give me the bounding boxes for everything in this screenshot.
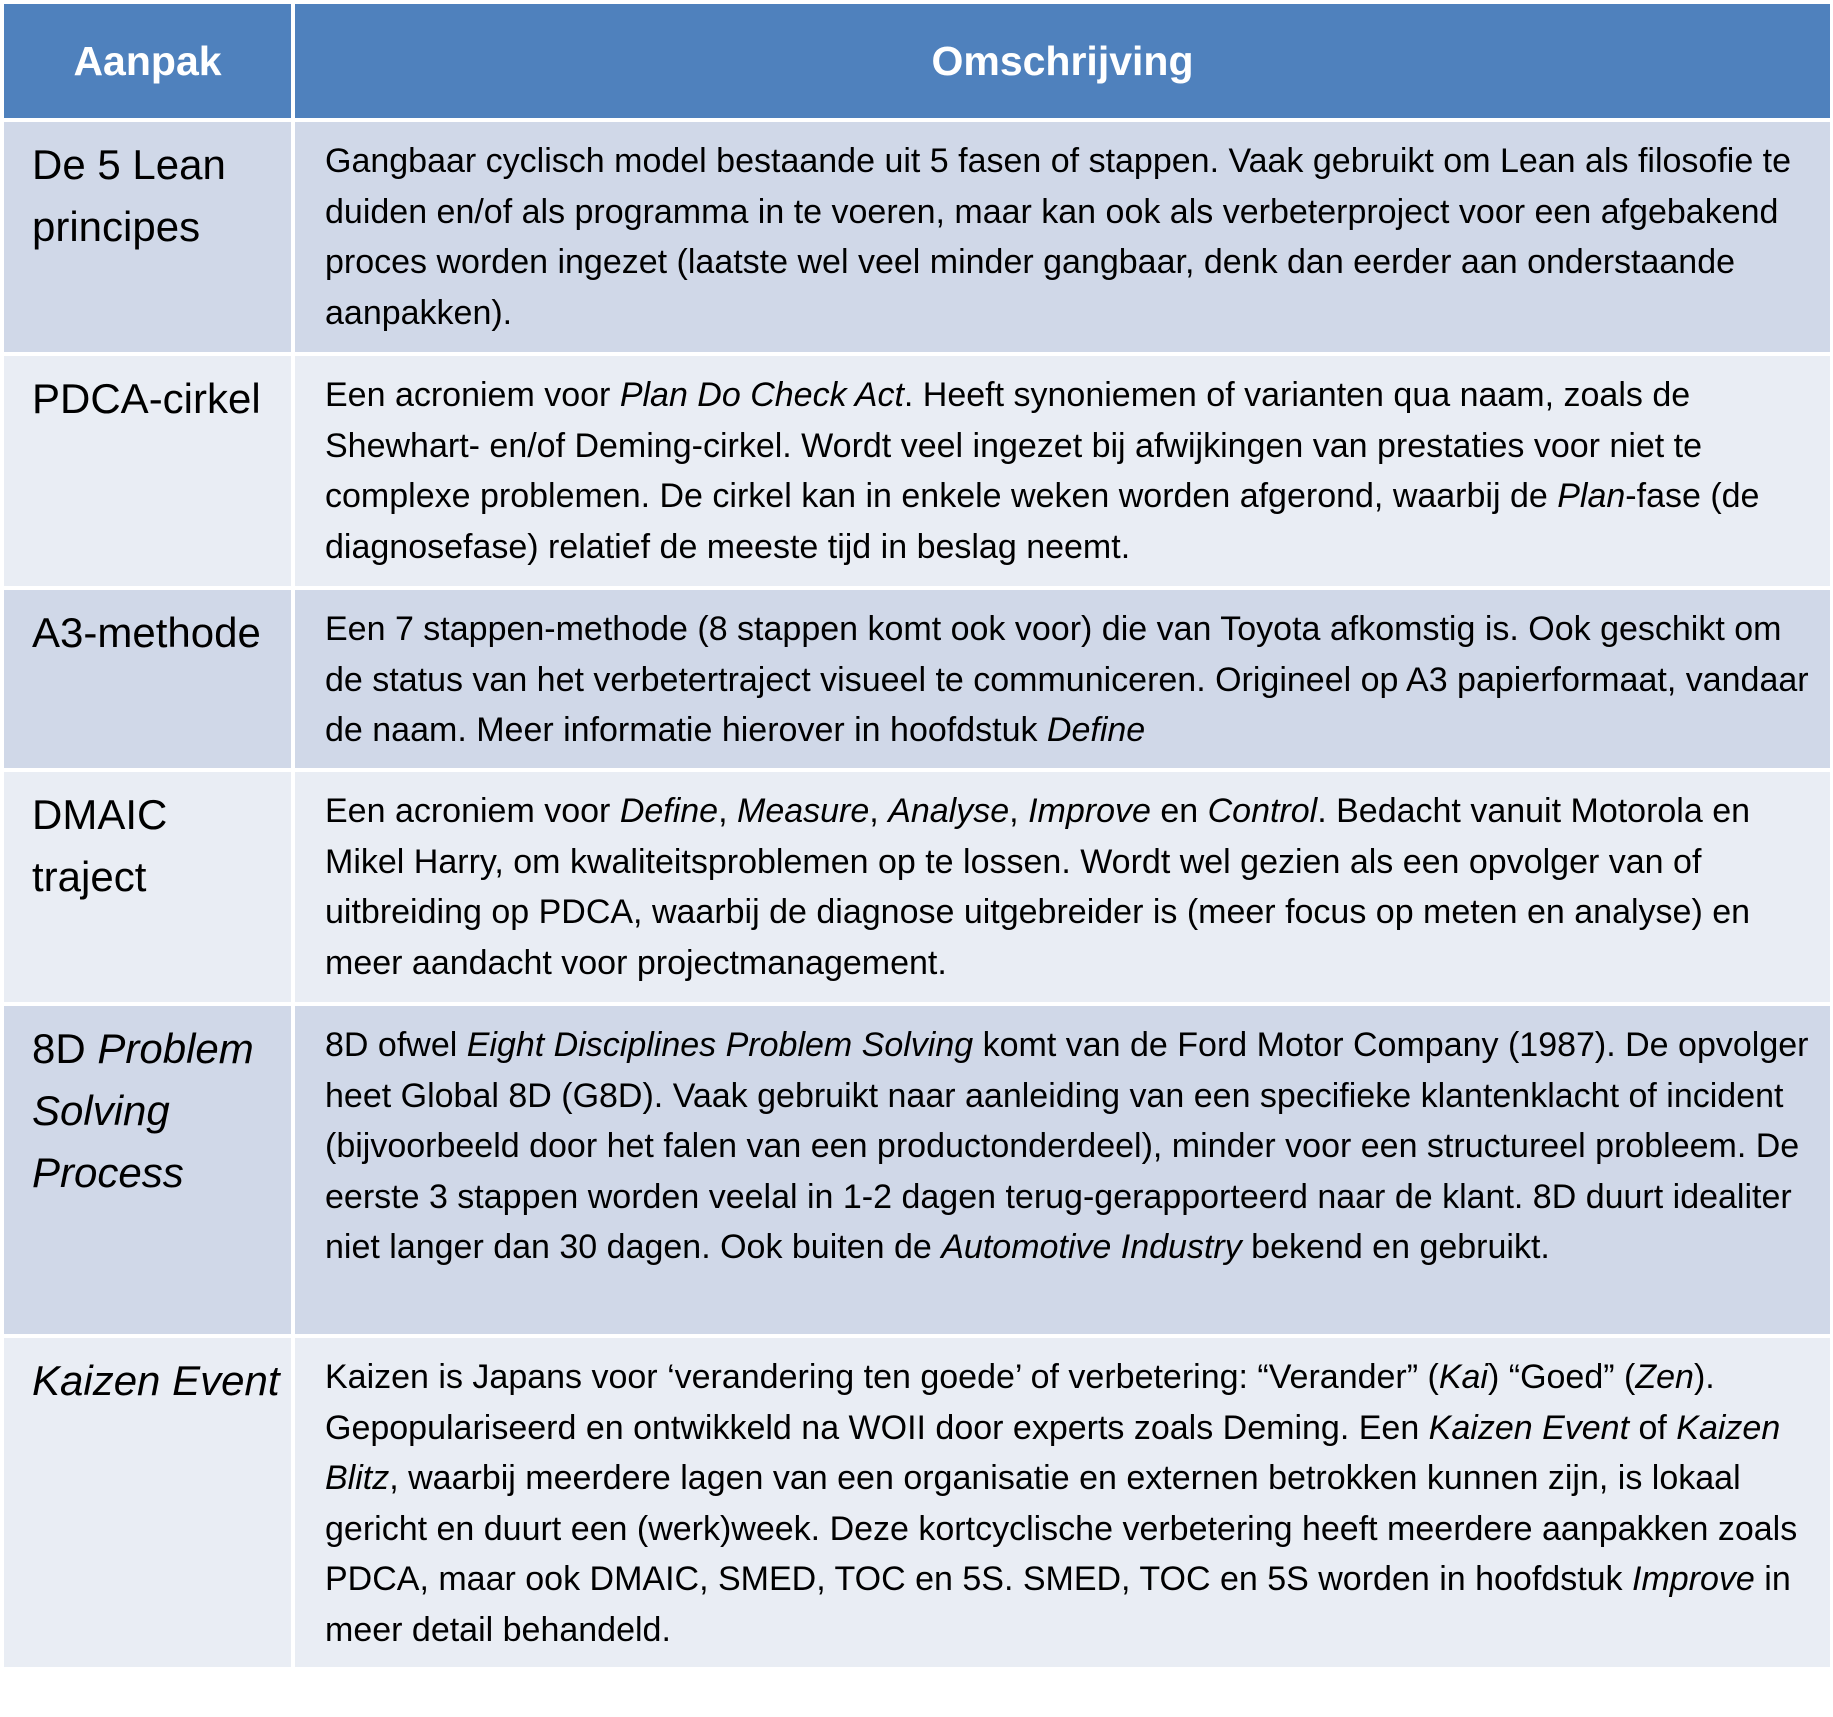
aanpak-text bbox=[4, 590, 291, 674]
italic-text-run: Improve bbox=[1028, 792, 1151, 830]
aanpak-cell bbox=[4, 1338, 295, 1671]
table-body bbox=[4, 122, 1830, 1671]
aanpak-cell bbox=[4, 122, 295, 356]
italic-text-run: Define bbox=[619, 792, 719, 830]
text-run: ) “Goed” ( bbox=[1487, 1358, 1636, 1396]
omschrijving-text bbox=[295, 1338, 1830, 1667]
text-run: . Bedacht vanuit Motorola en Mikel Harry, om kwaliteitsproblemen op te lossen. Wordt wel gezien als een opvolger van of uitbreiding op PDCA, waarbij de diagnose uitgebreider is (meer focus op meten en analyse) en meer aandacht voor projectmanagement. bbox=[325, 792, 1751, 982]
italic-text-run: Control bbox=[1207, 792, 1318, 830]
table-header bbox=[4, 4, 1830, 122]
aanpak-text bbox=[4, 356, 291, 440]
omschrijving-cell bbox=[295, 590, 1830, 772]
text-run: DMAIC traject bbox=[32, 791, 168, 900]
omschrijving-text bbox=[295, 1006, 1830, 1285]
text-run: , bbox=[869, 792, 889, 830]
italic-text-run: Kaizen Event bbox=[32, 1357, 280, 1404]
text-run: , waarbij meerdere lagen van een organisatie en externen betrokken kunnen zijn, is lokaal gericht en duurt een (werk)week. Deze kortcyclische verbetering heeft meerdere aanpakken zoals PDCA, maar ook DMAIC, SMED, TOC en 5S. SMED, TOC en 5S worden in hoofdstuk bbox=[325, 1459, 1798, 1598]
text-run: PDCA-cirkel bbox=[32, 375, 261, 422]
text-run: , bbox=[1009, 792, 1029, 830]
omschrijving-cell bbox=[295, 1006, 1830, 1338]
italic-text-run: Zen bbox=[1635, 1358, 1694, 1396]
text-run: A3-methode bbox=[32, 609, 261, 656]
text-run: en bbox=[1150, 792, 1208, 830]
text-run: ). Gepopulariseerd en ontwikkeld na WOII door experts zoals Deming. Een bbox=[325, 1358, 1715, 1447]
italic-text-run: Define bbox=[1046, 711, 1146, 749]
italic-text-run: Measure bbox=[737, 792, 870, 830]
omschrijving-text bbox=[295, 356, 1830, 584]
omschrijving-cell bbox=[295, 356, 1830, 590]
aanpak-cell bbox=[4, 590, 295, 772]
table-row bbox=[4, 122, 1830, 356]
aanpak-text bbox=[4, 1006, 291, 1214]
header-row bbox=[4, 4, 1830, 122]
table-row bbox=[4, 1338, 1830, 1671]
text-run: 8D ofwel bbox=[325, 1026, 467, 1064]
approach-table bbox=[4, 4, 1830, 1671]
italic-text-run: Plan Do Check Act bbox=[619, 376, 904, 414]
aanpak-cell bbox=[4, 772, 295, 1006]
omschrijving-text bbox=[295, 590, 1830, 768]
italic-text-run: Analyse bbox=[888, 792, 1010, 830]
text-run: Een 7 stappen-methode (8 stappen komt ook voor) die van Toyota afkomstig is. Ook geschikt om de status van het verbetertraject visueel te communiceren. Origineel op A3 papierformaat, vandaar de naam. Meer informatie hierover in hoofdstuk bbox=[325, 610, 1809, 749]
omschrijving-text bbox=[295, 772, 1830, 1000]
omschrijving-cell bbox=[295, 122, 1830, 356]
italic-text-run: Kaizen Event bbox=[1428, 1408, 1630, 1447]
text-run: , bbox=[718, 792, 737, 830]
italic-text-run: Problem Solving Process bbox=[32, 1025, 254, 1196]
text-run: Gangbaar cyclisch model bestaande uit 5 fasen of stappen. Vaak gebruikt om Lean als filosofie te duiden en/of als programma in te voeren, maar kan ook als verbeterproject voor een afgebakend proces worden ingezet (laatste wel veel minder gangbaar, denk dan eerder aan onderstaande aanpakken). bbox=[325, 142, 1792, 332]
aanpak-text bbox=[4, 1338, 291, 1422]
table-row bbox=[4, 356, 1830, 590]
omschrijving-cell bbox=[295, 772, 1830, 1006]
text-run: . Heeft synoniemen of varianten qua naam, zoals de Shewhart- en/of Deming-cirkel. Wordt veel ingezet bij afwijkingen van prestaties voor niet te complexe problemen. De cirkel kan in enkele weken worden afgerond, waarbij de bbox=[325, 376, 1703, 515]
text-run: bekend en gebruikt. bbox=[1241, 1228, 1550, 1266]
text-run: in meer detail behandeld. bbox=[325, 1560, 1791, 1649]
text-run: 8D bbox=[32, 1025, 98, 1072]
aanpak-text bbox=[4, 772, 291, 918]
omschrijving-text bbox=[295, 122, 1830, 350]
italic-text-run: Kaizen Blitz bbox=[325, 1408, 1781, 1497]
omschrijving-cell bbox=[295, 1338, 1830, 1671]
text-run: Een acroniem voor bbox=[325, 792, 620, 830]
header-aanpak: Aanpak bbox=[4, 4, 295, 122]
aanpak-text bbox=[4, 122, 291, 268]
text-run: De 5 Lean principes bbox=[32, 141, 226, 250]
aanpak-cell bbox=[4, 1006, 295, 1338]
aanpak-cell bbox=[4, 356, 295, 590]
text-run: -fase (de diagnosefase) relatief de meeste tijd in beslag neemt. bbox=[325, 477, 1760, 566]
italic-text-run: Plan bbox=[1557, 477, 1626, 515]
header-omschrijving: Omschrijving bbox=[295, 4, 1830, 122]
italic-text-run: Eight Disciplines Problem Solving bbox=[466, 1026, 974, 1064]
table-row bbox=[4, 772, 1830, 1006]
text-run: Een acroniem voor bbox=[325, 376, 620, 414]
table-row bbox=[4, 590, 1830, 772]
italic-text-run: Improve bbox=[1632, 1560, 1755, 1598]
text-run: Kaizen is Japans voor ‘verandering ten goede’ of verbetering: “Verander” ( bbox=[325, 1358, 1439, 1396]
table-row bbox=[4, 1006, 1830, 1338]
italic-text-run: Kai bbox=[1438, 1358, 1488, 1396]
italic-text-run: Automotive Industry bbox=[941, 1228, 1242, 1266]
text-run: of bbox=[1629, 1408, 1677, 1447]
text-run: komt van de Ford Motor Company (1987). De opvolger heet Global 8D (G8D). Vaak gebruikt naar aanleiding van een specifieke klantenklacht of incident (bijvoorbeeld door het falen van een productonderdeel), minder voor een structureel probleem. De eerste 3 stappen worden veelal in 1-2 dagen terug-gerapporteerd naar de klant. 8D duurt idealiter niet langer dan 30 dagen. Ook buiten de bbox=[325, 1026, 1809, 1266]
